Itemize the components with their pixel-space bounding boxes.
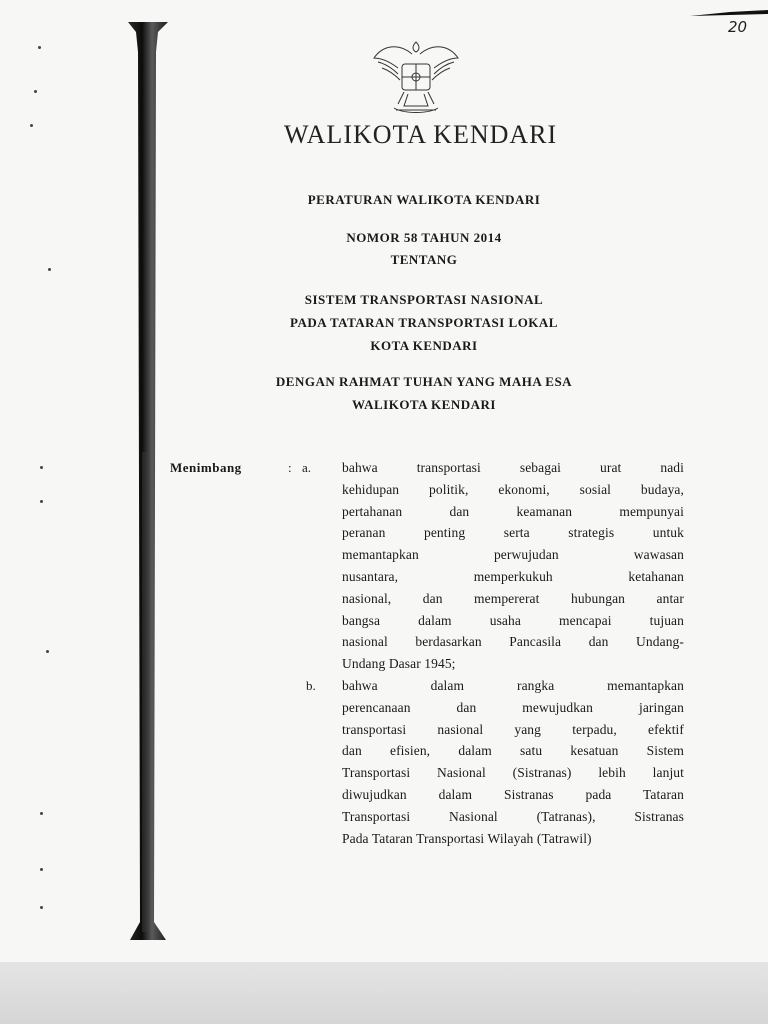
body-text-line: peranan penting serta strategis untuk (342, 525, 684, 541)
item-letter: b. (306, 678, 316, 693)
considerations-colon: : (288, 460, 292, 475)
regulation-number: NOMOR 58 TAHUN 2014 (346, 230, 502, 245)
about-label: TENTANG (390, 252, 458, 267)
body-text-line: Pada Tataran Transportasi Wilayah (Tatrawil) (342, 830, 592, 846)
preamble-line: DENGAN RAHMAT TUHAN YANG MAHA ESA (275, 374, 573, 389)
body-text-line: perencanaan dan mewujudkan jaringan (342, 699, 684, 715)
body-text-line: Transportasi Nasional (Tatranas), Sistranas (342, 808, 684, 824)
body-text-line: bahwa transportasi sebagai urat nadi (342, 460, 684, 475)
regulation-heading: PERATURAN WALIKOTA KENDARI (307, 192, 541, 207)
subject-line: KOTA KENDARI (370, 338, 478, 353)
body-text-line: memantapkan perwujudan wawasan (342, 547, 684, 563)
body-text-line: bahwa dalam rangka memantapkan (342, 678, 684, 693)
body-text-line: nasional berdasarkan Pancasila dan Undang- (342, 634, 684, 650)
body-text-line: nasional, dan mempererat hubungan antar (342, 590, 684, 606)
body-text-line: nusantara, memperkukuh ketahanan (342, 569, 684, 584)
page-number: 20 (728, 18, 748, 36)
garuda-emblem-icon (368, 36, 464, 118)
body-text-line: bangsa dalam usaha mencapai tujuan (342, 612, 684, 628)
body-text-line: pertahanan dan keamanan mempunyai (342, 503, 684, 519)
body-text-line: transportasi nasional yang terpadu, efektif (342, 721, 684, 737)
binding-strip (128, 22, 168, 940)
body-text-line: diwujudkan dalam Sistranas pada Tataran (342, 787, 684, 802)
body-text-line: dan efisien, dalam satu kesatuan Sistem (342, 743, 684, 759)
item-letter: a. (302, 460, 312, 475)
preamble-line: WALIKOTA KENDARI (352, 397, 496, 412)
subject-line: SISTEM TRANSPORTASI NASIONAL (304, 292, 544, 307)
issuer-title: WALIKOTA KENDARI (284, 120, 558, 149)
body-text-line: kehidupan politik, ekonomi, sosial budaya, (342, 481, 684, 497)
subject-line: PADA TATARAN TRANSPORTASI LOKAL (290, 315, 558, 330)
scan-margin (0, 962, 768, 1024)
considerations-label: Menimbang (170, 460, 242, 475)
corner-staple-mark (690, 8, 768, 18)
body-text-line: Undang Dasar 1945; (342, 656, 456, 672)
body-text-line: Transportasi Nasional (Sistranas) lebih lanjut (342, 765, 684, 781)
